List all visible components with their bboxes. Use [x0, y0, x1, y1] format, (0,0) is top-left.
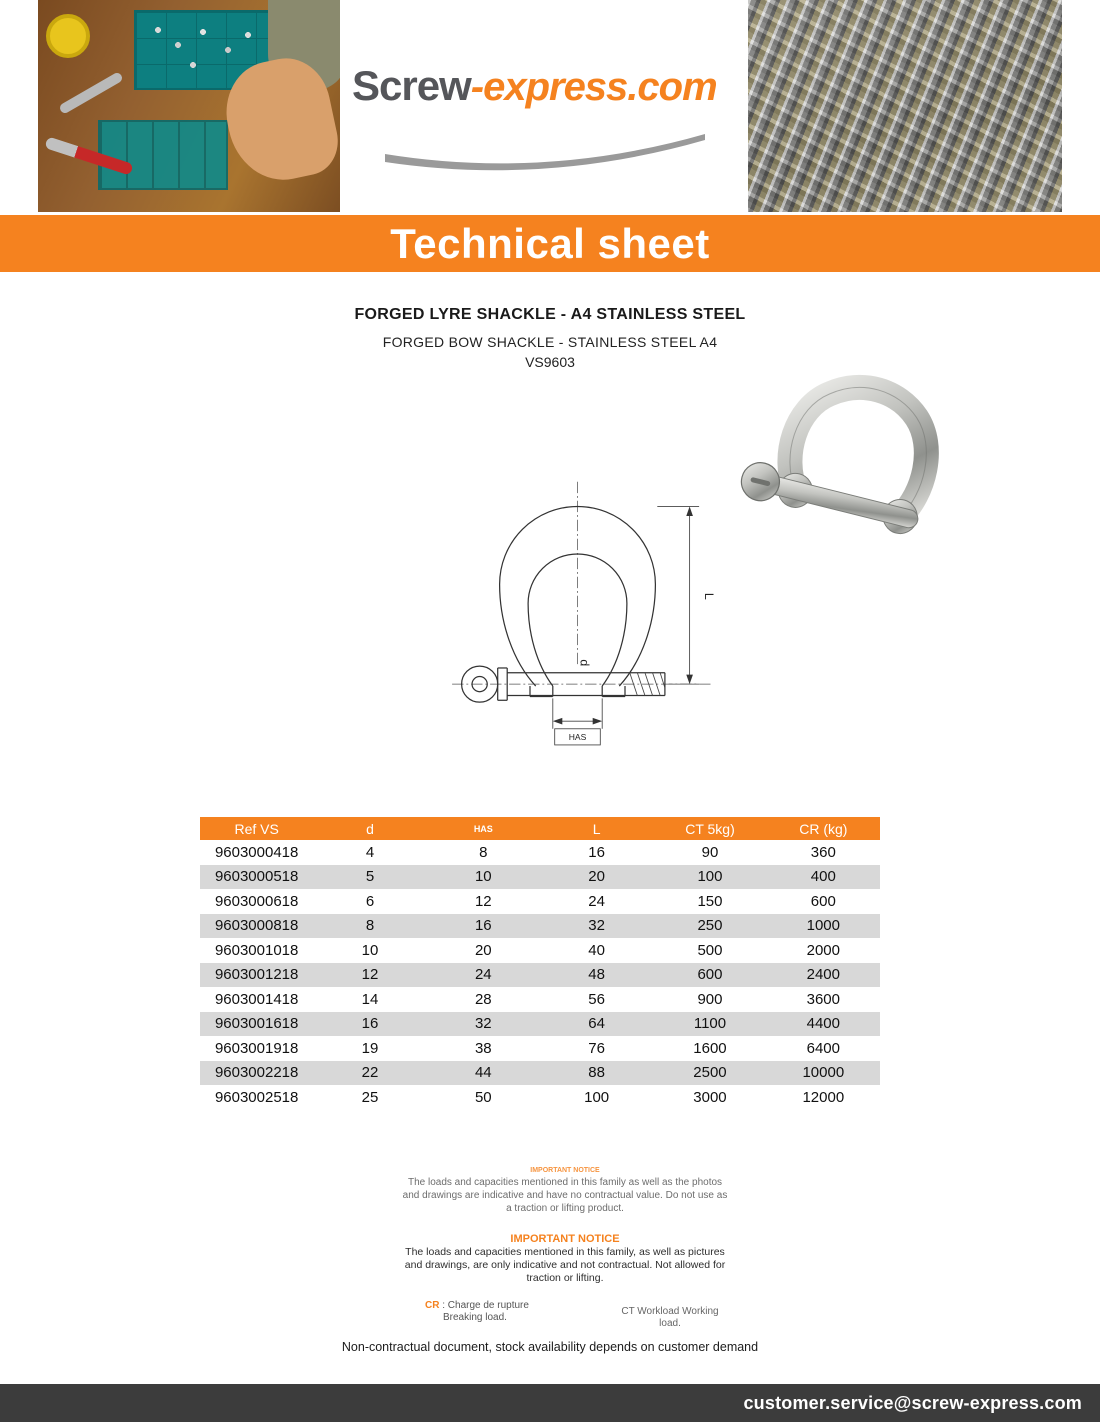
table-cell: 3600: [806, 990, 840, 1008]
table-cell: 10000: [802, 1064, 845, 1082]
notice1-title: IMPORTANT NOTICE: [530, 1167, 600, 1174]
screws-photo: [748, 0, 1062, 212]
table-cell: 400: [810, 868, 836, 886]
product-subtitle: FORGED BOW SHACKLE - STAINLESS STEEL A4: [382, 334, 718, 350]
table-cell: 9603000818: [214, 917, 299, 935]
table-cell: 90: [701, 843, 719, 861]
table-row: [200, 1061, 880, 1086]
notice2-title: IMPORTANT NOTICE: [510, 1233, 620, 1245]
table-cell: 9603002218: [214, 1064, 299, 1082]
table-cell: 2500: [693, 1064, 727, 1082]
table-cell: 9603001018: [214, 941, 299, 959]
notice2-text: The loads and capacities mentioned in this family, as well as pictures and drawings, are only indicative and not contractual. Not allowed for traction or lifting.: [404, 1246, 726, 1284]
table-cell: 9603001218: [214, 966, 299, 984]
cr-line2: Breaking load.: [443, 1312, 507, 1323]
wrench: [58, 71, 124, 115]
cr-line1: : Charge de rupture: [442, 1300, 529, 1311]
table-cell: 24: [588, 892, 605, 910]
table-cell: 32: [474, 1015, 492, 1033]
table-row: [200, 865, 880, 890]
table-cell: 10: [361, 941, 379, 959]
table-cell: 16: [588, 843, 605, 861]
table-cell: 500: [697, 941, 723, 959]
table-cell: 4: [365, 843, 375, 861]
table-cell: 22: [361, 1064, 379, 1082]
customer-service-email: customer.service@screw-express.com: [743, 1392, 1082, 1413]
shackle-technical-drawing: [435, 470, 720, 770]
table-cell: 100: [697, 868, 723, 886]
table-cell: 88: [588, 1064, 605, 1082]
product-title: FORGED LYRE SHACKLE - A4 STAINLESS STEEL: [354, 306, 746, 323]
table-cell: 100: [584, 1088, 610, 1106]
table-cell: 19: [361, 1039, 379, 1057]
table-row: [200, 1012, 880, 1037]
table-header-row: [200, 817, 880, 840]
table-cell: 2400: [806, 966, 840, 984]
table-cell: 20: [474, 941, 492, 959]
workbench-photo: [38, 0, 340, 212]
logo-swoosh: [385, 128, 715, 174]
table-cell: 3000: [693, 1088, 727, 1106]
table-cell: 9603000518: [214, 868, 299, 886]
table-cell: 32: [588, 917, 605, 935]
table-cell: 900: [697, 990, 723, 1008]
table-cell: 1100: [693, 1015, 727, 1033]
table-cell: 360: [810, 843, 836, 861]
table-cell: 56: [588, 990, 605, 1008]
column-header: Ref VS: [200, 817, 313, 840]
shackle-photo: [738, 352, 973, 572]
banner: [0, 215, 1100, 272]
logo-text-express: -express.com: [470, 65, 717, 109]
table-cell: 12: [474, 892, 492, 910]
table-cell: 76: [588, 1039, 605, 1057]
table-row: [200, 914, 880, 939]
table-row: [200, 938, 880, 963]
table-cell: 38: [474, 1039, 492, 1057]
logo: [352, 62, 752, 110]
footer-bar: [0, 1384, 1100, 1422]
dim-label-d: d: [577, 659, 592, 667]
table-cell: 6400: [806, 1039, 840, 1057]
table-cell: 6: [365, 892, 375, 910]
cr-label: CR: [425, 1300, 440, 1311]
table-cell: 9603001618: [214, 1015, 299, 1033]
table-cell: 600: [697, 966, 723, 984]
table-cell: 1000: [806, 917, 840, 935]
table-cell: 1600: [693, 1039, 727, 1057]
dim-label-L: L: [701, 592, 716, 600]
tape-measure: [46, 14, 90, 58]
table-cell: 9603001418: [214, 990, 299, 1008]
table-cell: 4400: [806, 1015, 840, 1033]
table-cell: 8: [365, 917, 375, 935]
table-cell: 16: [474, 917, 492, 935]
column-header: d: [313, 817, 426, 840]
spec-table: [200, 817, 880, 1110]
table-row: [200, 840, 880, 865]
table-cell: 24: [474, 966, 492, 984]
cr-legend: [425, 1300, 555, 1324]
table-cell: 9603002518: [214, 1088, 299, 1106]
notice1-text: The loads and capacities mentioned in this family as well as the photos and drawings are indicative and have no contractual value. Do not use as a traction or lifting product.: [402, 1177, 728, 1214]
table-cell: 14: [361, 990, 379, 1008]
table-cell: 20: [588, 868, 605, 886]
table-cell: 44: [474, 1064, 492, 1082]
table-row: [200, 889, 880, 914]
logo-text-screw: Screw: [352, 62, 471, 109]
table-row: [200, 1085, 880, 1110]
table-cell: 12: [361, 966, 379, 984]
table-cell: 2000: [806, 941, 840, 959]
table-cell: 9603000618: [214, 892, 299, 910]
table-cell: 12000: [802, 1088, 845, 1106]
parts-tray-2: [98, 120, 228, 190]
table-cell: 600: [810, 892, 836, 910]
column-header: CR (kg): [767, 817, 880, 840]
banner-title: Technical sheet: [390, 219, 710, 267]
column-header: HAS: [427, 817, 540, 840]
table-cell: 40: [588, 941, 605, 959]
table-cell: 64: [588, 1015, 605, 1033]
table-cell: 10: [474, 868, 492, 886]
table-row: [200, 1036, 880, 1061]
table-cell: 9603000418: [214, 843, 299, 861]
table-cell: 150: [697, 892, 723, 910]
product-reference: VS9603: [525, 354, 575, 370]
non-contractual-note: Non-contractual document, stock availability depends on customer demand: [341, 1340, 759, 1354]
table-cell: 16: [361, 1015, 379, 1033]
dim-label-HAS: HAS: [568, 732, 587, 743]
table-cell: 28: [474, 990, 492, 1008]
table-cell: 8: [479, 843, 488, 861]
table-cell: 9603001918: [214, 1039, 299, 1057]
table-cell: 48: [588, 966, 605, 984]
column-header: CT 5kg): [653, 817, 766, 840]
table-row: [200, 987, 880, 1012]
table-row: [200, 963, 880, 988]
table-cell: 50: [474, 1088, 492, 1106]
table-cell: 5: [365, 868, 375, 886]
column-header: L: [540, 817, 653, 840]
table-cell: 250: [697, 917, 723, 935]
ct-legend: CT Workload Working load.: [621, 1306, 719, 1329]
table-cell: 25: [361, 1088, 379, 1106]
